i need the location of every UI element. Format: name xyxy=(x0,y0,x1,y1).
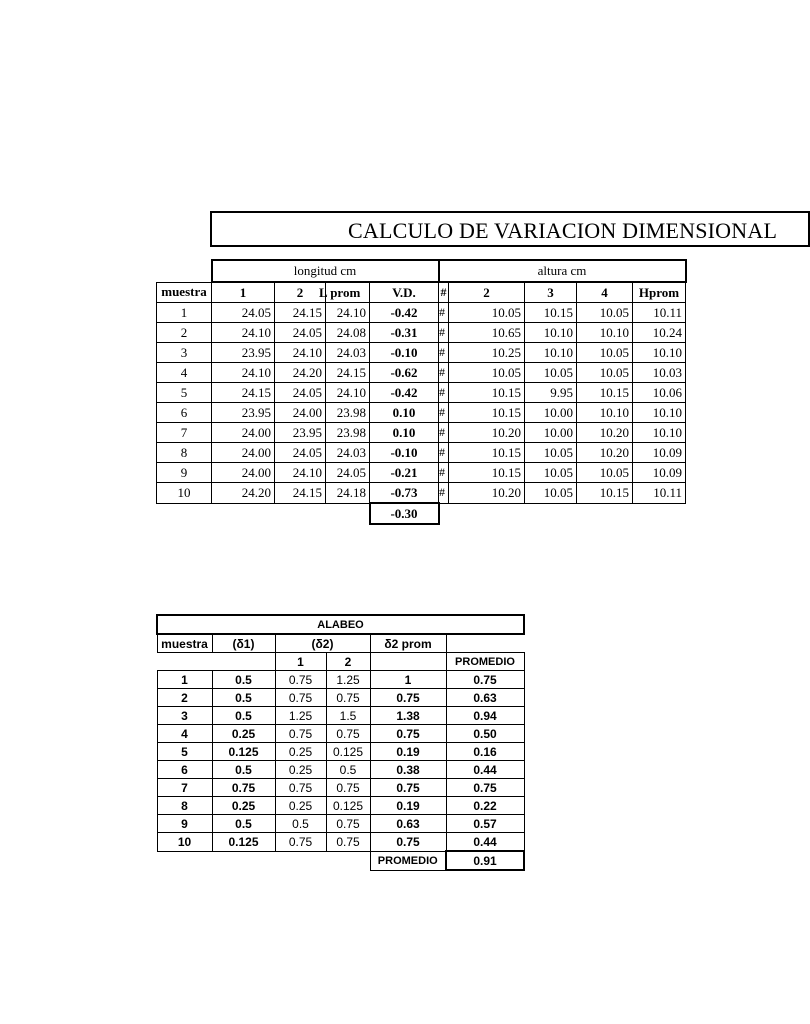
alabeo-d2-prom: 0.63 xyxy=(370,815,446,833)
altura-2: 10.15 xyxy=(449,463,525,483)
hash-cell: # xyxy=(439,363,449,383)
header-lprom: L prom xyxy=(326,282,370,303)
table-row xyxy=(157,423,686,443)
alabeo-sample-number: 10 xyxy=(157,833,212,852)
hash-cell: # xyxy=(439,343,449,363)
alabeo-d2-1: 0.25 xyxy=(275,743,326,761)
alabeo-d1: 0.5 xyxy=(212,689,275,707)
sample-number: 5 xyxy=(157,383,212,403)
alabeo-d2-prom: 0.75 xyxy=(370,833,446,852)
column-header-row xyxy=(157,282,686,303)
table-row xyxy=(157,483,686,504)
alabeo-d1: 0.25 xyxy=(212,797,275,815)
header-vd: V.D. xyxy=(370,282,439,303)
longitud-2: 24.10 xyxy=(275,343,326,363)
altura-3: 10.10 xyxy=(525,323,577,343)
altura-4: 10.15 xyxy=(577,383,633,403)
altura-prom: 10.24 xyxy=(633,323,686,343)
alabeo-sample-number: 7 xyxy=(157,779,212,797)
alabeo-d1: 0.5 xyxy=(212,815,275,833)
alabeo-d2-2: 0.5 xyxy=(326,761,370,779)
sample-number: 7 xyxy=(157,423,212,443)
altura-2: 10.05 xyxy=(449,303,525,323)
longitud-prom: 24.10 xyxy=(326,303,370,323)
hash-cell: # xyxy=(439,463,449,483)
alabeo-average: 0.57 xyxy=(446,815,524,833)
alabeo-d2-2: 0.75 xyxy=(326,779,370,797)
longitud-1: 24.00 xyxy=(212,423,275,443)
table-row xyxy=(157,363,686,383)
table-row xyxy=(157,725,524,743)
vd-average: -0.30 xyxy=(370,503,439,524)
group-altura: altura cm xyxy=(439,260,686,282)
longitud-prom: 24.03 xyxy=(326,443,370,463)
altura-2: 10.05 xyxy=(449,363,525,383)
altura-4: 10.05 xyxy=(577,363,633,383)
hash-cell: # xyxy=(439,483,449,504)
header-l2: 2 xyxy=(275,282,326,303)
longitud-1: 23.95 xyxy=(212,343,275,363)
altura-3: 10.05 xyxy=(525,483,577,504)
longitud-1: 24.00 xyxy=(212,463,275,483)
altura-prom: 10.11 xyxy=(633,483,686,504)
altura-prom: 10.10 xyxy=(633,343,686,363)
alabeo-d2-prom: 1.38 xyxy=(370,707,446,725)
header-muestra: muestra xyxy=(157,282,212,303)
altura-3: 10.00 xyxy=(525,423,577,443)
altura-3: 10.05 xyxy=(525,443,577,463)
longitud-2: 24.20 xyxy=(275,363,326,383)
alabeo-average: 0.75 xyxy=(446,671,524,689)
longitud-1: 23.95 xyxy=(212,403,275,423)
longitud-1: 24.05 xyxy=(212,303,275,323)
longitud-prom: 23.98 xyxy=(326,423,370,443)
alabeo-d1: 0.5 xyxy=(212,707,275,725)
longitud-prom: 24.05 xyxy=(326,463,370,483)
sample-number: 10 xyxy=(157,483,212,504)
header-h2: 2 xyxy=(449,282,525,303)
alabeo-header-promedio: PROMEDIO xyxy=(446,653,524,671)
table-row xyxy=(157,833,524,852)
group-longitud: longitud cm xyxy=(212,260,439,282)
dimensional-table xyxy=(156,259,687,525)
header-h3: 3 xyxy=(525,282,577,303)
alabeo-d1: 0.75 xyxy=(212,779,275,797)
longitud-prom: 24.08 xyxy=(326,323,370,343)
sample-number: 4 xyxy=(157,363,212,383)
sample-number: 6 xyxy=(157,403,212,423)
alabeo-d2-2: 1.5 xyxy=(326,707,370,725)
alabeo-header-row xyxy=(157,634,524,653)
longitud-2: 24.15 xyxy=(275,303,326,323)
vd-value: -0.10 xyxy=(370,443,439,463)
longitud-1: 24.00 xyxy=(212,443,275,463)
alabeo-d1: 0.25 xyxy=(212,725,275,743)
altura-4: 10.10 xyxy=(577,403,633,423)
alabeo-average: 0.63 xyxy=(446,689,524,707)
altura-2: 10.20 xyxy=(449,483,525,504)
vd-average-row xyxy=(157,503,686,524)
hash-cell: # xyxy=(439,303,449,323)
altura-4: 10.05 xyxy=(577,463,633,483)
longitud-prom: 24.18 xyxy=(326,483,370,504)
table-row xyxy=(157,303,686,323)
vd-value: 0.10 xyxy=(370,423,439,443)
sample-number: 2 xyxy=(157,323,212,343)
alabeo-header-d2: (δ2) xyxy=(275,634,370,653)
altura-4: 10.20 xyxy=(577,443,633,463)
vd-value: -0.42 xyxy=(370,303,439,323)
table-row xyxy=(157,779,524,797)
table-row xyxy=(157,383,686,403)
vd-value: 0.10 xyxy=(370,403,439,423)
alabeo-average: 0.44 xyxy=(446,833,524,852)
hash-cell: # xyxy=(439,403,449,423)
alabeo-sample-number: 4 xyxy=(157,725,212,743)
alabeo-d2-prom: 1 xyxy=(370,671,446,689)
altura-3: 10.10 xyxy=(525,343,577,363)
alabeo-d2-prom: 0.19 xyxy=(370,797,446,815)
alabeo-d2-prom: 0.75 xyxy=(370,779,446,797)
vd-value: -0.62 xyxy=(370,363,439,383)
alabeo-average: 0.22 xyxy=(446,797,524,815)
alabeo-footer-row xyxy=(157,851,524,870)
alabeo-d2-prom: 0.38 xyxy=(370,761,446,779)
alabeo-d2-1: 0.75 xyxy=(275,725,326,743)
alabeo-d2-2: 0.125 xyxy=(326,797,370,815)
alabeo-sample-number: 8 xyxy=(157,797,212,815)
sample-number: 3 xyxy=(157,343,212,363)
altura-prom: 10.09 xyxy=(633,463,686,483)
alabeo-title-row xyxy=(157,615,524,634)
alabeo-sample-number: 2 xyxy=(157,689,212,707)
longitud-2: 24.05 xyxy=(275,443,326,463)
longitud-2: 24.05 xyxy=(275,323,326,343)
hash-cell: # xyxy=(439,383,449,403)
alabeo-d2-1: 0.25 xyxy=(275,761,326,779)
alabeo-average: 0.16 xyxy=(446,743,524,761)
table-row xyxy=(157,797,524,815)
longitud-2: 24.15 xyxy=(275,483,326,504)
header-l1: 1 xyxy=(212,282,275,303)
longitud-2: 24.00 xyxy=(275,403,326,423)
page-title: CALCULO DE VARIACION DIMENSIONAL xyxy=(348,218,778,243)
altura-2: 10.25 xyxy=(449,343,525,363)
table-row xyxy=(157,743,524,761)
altura-4: 10.05 xyxy=(577,343,633,363)
table-row xyxy=(157,815,524,833)
longitud-2: 24.05 xyxy=(275,383,326,403)
sample-number: 8 xyxy=(157,443,212,463)
table-row xyxy=(157,343,686,363)
altura-prom: 10.06 xyxy=(633,383,686,403)
hash-cell: # xyxy=(439,423,449,443)
sample-number: 9 xyxy=(157,463,212,483)
table-row xyxy=(157,323,686,343)
alabeo-d2-1: 0.25 xyxy=(275,797,326,815)
altura-prom: 10.09 xyxy=(633,443,686,463)
alabeo-sample-number: 3 xyxy=(157,707,212,725)
alabeo-footer-value: 0.91 xyxy=(446,851,524,870)
alabeo-sample-number: 9 xyxy=(157,815,212,833)
alabeo-d2-2: 0.75 xyxy=(326,725,370,743)
altura-3: 9.95 xyxy=(525,383,577,403)
hash-cell: # xyxy=(439,323,449,343)
altura-2: 10.20 xyxy=(449,423,525,443)
longitud-prom: 24.15 xyxy=(326,363,370,383)
table-row xyxy=(157,761,524,779)
alabeo-header-d1: (δ1) xyxy=(212,634,275,653)
altura-prom: 10.11 xyxy=(633,303,686,323)
altura-4: 10.15 xyxy=(577,483,633,504)
alabeo-average: 0.50 xyxy=(446,725,524,743)
altura-2: 10.15 xyxy=(449,383,525,403)
altura-3: 10.15 xyxy=(525,303,577,323)
alabeo-d2-2: 0.75 xyxy=(326,815,370,833)
altura-3: 10.05 xyxy=(525,363,577,383)
alabeo-subheader-row xyxy=(157,653,524,671)
alabeo-d2-prom: 0.75 xyxy=(370,689,446,707)
altura-3: 10.05 xyxy=(525,463,577,483)
alabeo-d2-2: 0.75 xyxy=(326,689,370,707)
alabeo-d2-2: 0.125 xyxy=(326,743,370,761)
alabeo-d2-1: 1.25 xyxy=(275,707,326,725)
longitud-1: 24.15 xyxy=(212,383,275,403)
longitud-2: 23.95 xyxy=(275,423,326,443)
vd-value: -0.21 xyxy=(370,463,439,483)
vd-value: -0.10 xyxy=(370,343,439,363)
vd-value: -0.73 xyxy=(370,483,439,504)
table-row xyxy=(157,671,524,689)
alabeo-sub-2: 2 xyxy=(326,653,370,671)
longitud-prom: 24.10 xyxy=(326,383,370,403)
longitud-prom: 24.03 xyxy=(326,343,370,363)
alabeo-d1: 0.5 xyxy=(212,761,275,779)
table-row xyxy=(157,463,686,483)
longitud-1: 24.10 xyxy=(212,323,275,343)
altura-prom: 10.10 xyxy=(633,403,686,423)
header-h4: 4 xyxy=(577,282,633,303)
alabeo-d1: 0.125 xyxy=(212,833,275,852)
alabeo-average: 0.44 xyxy=(446,761,524,779)
altura-4: 10.05 xyxy=(577,303,633,323)
alabeo-d2-2: 1.25 xyxy=(326,671,370,689)
vd-value: -0.42 xyxy=(370,383,439,403)
altura-prom: 10.10 xyxy=(633,423,686,443)
sample-number: 1 xyxy=(157,303,212,323)
table-row xyxy=(157,403,686,423)
alabeo-d2-prom: 0.19 xyxy=(370,743,446,761)
longitud-1: 24.20 xyxy=(212,483,275,504)
longitud-2: 24.10 xyxy=(275,463,326,483)
alabeo-sample-number: 5 xyxy=(157,743,212,761)
vd-value: -0.31 xyxy=(370,323,439,343)
table-row xyxy=(157,443,686,463)
altura-4: 10.10 xyxy=(577,323,633,343)
alabeo-footer-label: PROMEDIO xyxy=(370,851,446,870)
alabeo-d2-1: 0.75 xyxy=(275,671,326,689)
table-row xyxy=(157,707,524,725)
altura-prom: 10.03 xyxy=(633,363,686,383)
alabeo-average: 0.75 xyxy=(446,779,524,797)
altura-2: 10.15 xyxy=(449,403,525,423)
alabeo-d2-1: 0.75 xyxy=(275,689,326,707)
title-box xyxy=(210,211,810,247)
alabeo-sample-number: 1 xyxy=(157,671,212,689)
header-hash: # xyxy=(439,282,449,303)
alabeo-sub-1: 1 xyxy=(275,653,326,671)
hash-cell: # xyxy=(439,443,449,463)
alabeo-table xyxy=(156,614,525,871)
longitud-prom: 23.98 xyxy=(326,403,370,423)
alabeo-sample-number: 6 xyxy=(157,761,212,779)
longitud-1: 24.10 xyxy=(212,363,275,383)
altura-4: 10.20 xyxy=(577,423,633,443)
altura-2: 10.15 xyxy=(449,443,525,463)
alabeo-d1: 0.5 xyxy=(212,671,275,689)
alabeo-header-muestra: muestra xyxy=(157,634,212,653)
alabeo-d1: 0.125 xyxy=(212,743,275,761)
alabeo-header-d2prom: δ2 prom xyxy=(370,634,446,653)
alabeo-d2-1: 0.75 xyxy=(275,833,326,852)
group-header-row xyxy=(157,260,686,282)
alabeo-average: 0.94 xyxy=(446,707,524,725)
altura-2: 10.65 xyxy=(449,323,525,343)
header-hprom: Hprom xyxy=(633,282,686,303)
table-row xyxy=(157,689,524,707)
alabeo-d2-1: 0.5 xyxy=(275,815,326,833)
alabeo-d2-prom: 0.75 xyxy=(370,725,446,743)
alabeo-d2-1: 0.75 xyxy=(275,779,326,797)
altura-3: 10.00 xyxy=(525,403,577,423)
alabeo-d2-2: 0.75 xyxy=(326,833,370,852)
alabeo-title: ALABEO xyxy=(157,615,524,634)
